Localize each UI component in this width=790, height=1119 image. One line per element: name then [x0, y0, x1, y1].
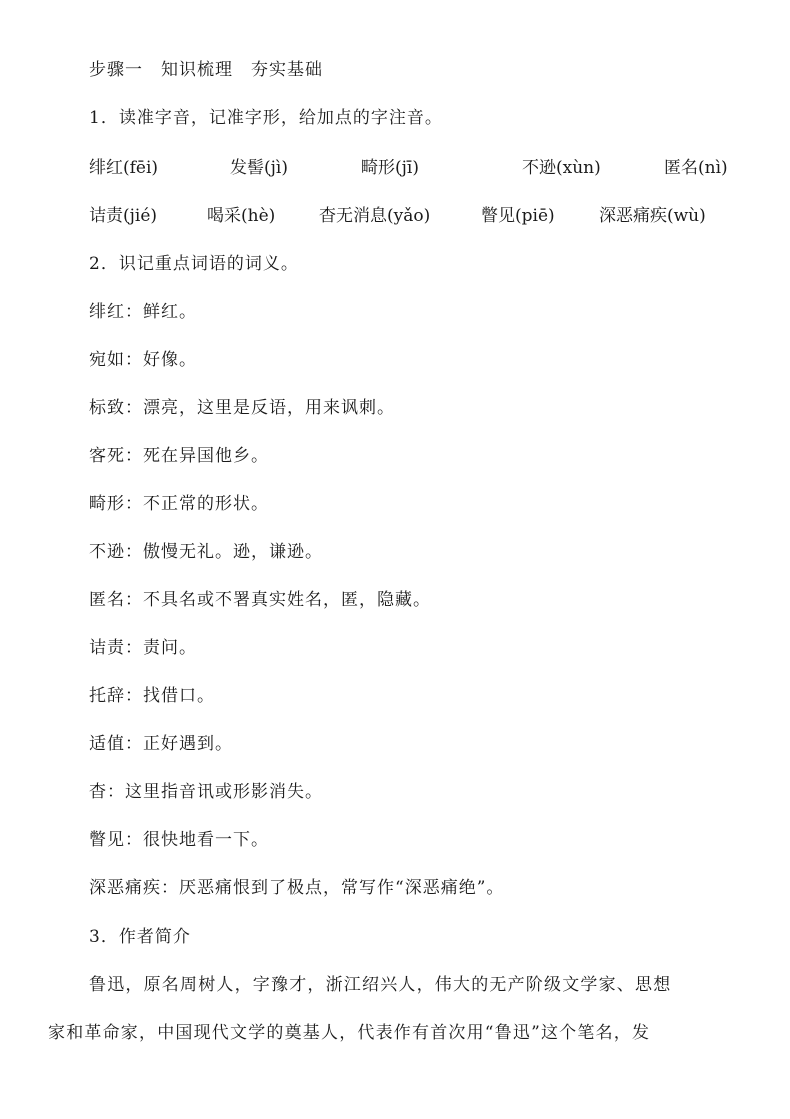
- step-title: 步骤一: [89, 60, 143, 80]
- definition-item: 瞥见：很快地看一下。: [89, 830, 269, 850]
- definition-item: 杳：这里指音讯或形影消失。: [89, 782, 323, 802]
- pinyin-item: 发髻(jì): [230, 158, 288, 178]
- definition-item: 托辞：找借口。: [89, 686, 215, 706]
- definition-item: 适值：正好遇到。: [89, 734, 233, 754]
- definition-item: 不逊：傲慢无礼。逊，谦逊。: [89, 542, 323, 562]
- pinyin-item: 诘责(jié): [89, 206, 158, 226]
- section-1-label: 1．读准字音，记准字形，给加点的字注音。: [89, 108, 443, 128]
- definition-item: 深恶痛疾：厌恶痛恨到了极点，常写作“深恶痛绝”。: [89, 878, 505, 898]
- author-paragraph-line-2: 家和革命家，中国现代文学的奠基人，代表作有首次用“鲁迅”这个笔名，发: [48, 1023, 651, 1043]
- definition-item: 宛如：好像。: [89, 350, 197, 370]
- pinyin-item: 瞥见(piē): [481, 206, 555, 226]
- definition-item: 诘责：责问。: [89, 638, 197, 658]
- author-paragraph-line-1: 鲁迅，原名周树人，字豫才，浙江绍兴人，伟大的无产阶级文学家、思想: [89, 975, 672, 995]
- definition-item: 畸形：不正常的形状。: [89, 494, 269, 514]
- definition-item: 绯红：鲜红。: [89, 302, 197, 322]
- pinyin-item: 杳无消息(yǎo): [319, 206, 431, 226]
- pinyin-item: 不逊(xùn): [522, 158, 601, 178]
- step-subtitle-2: 夯实基础: [251, 60, 323, 80]
- section-2-label: 2．识记重点词语的词义。: [89, 254, 299, 274]
- step-heading: [89, 58, 323, 82]
- definition-item: 客死：死在异国他乡。: [89, 446, 269, 466]
- section-3-label: 3．作者简介: [89, 927, 191, 947]
- pinyin-item: 绯红(fēi): [89, 158, 159, 178]
- definition-item: 匿名：不具名或不署真实姓名，匿，隐藏。: [89, 590, 431, 610]
- pinyin-item: 畸形(jī): [361, 158, 419, 178]
- pinyin-item: 深恶痛疾(wù): [599, 206, 706, 226]
- definition-item: 标致：漂亮，这里是反语，用来讽刺。: [89, 398, 395, 418]
- pinyin-item: 匿名(nì): [664, 158, 728, 178]
- step-subtitle-1: 知识梳理: [161, 60, 233, 80]
- pinyin-item: 喝采(hè): [207, 206, 276, 226]
